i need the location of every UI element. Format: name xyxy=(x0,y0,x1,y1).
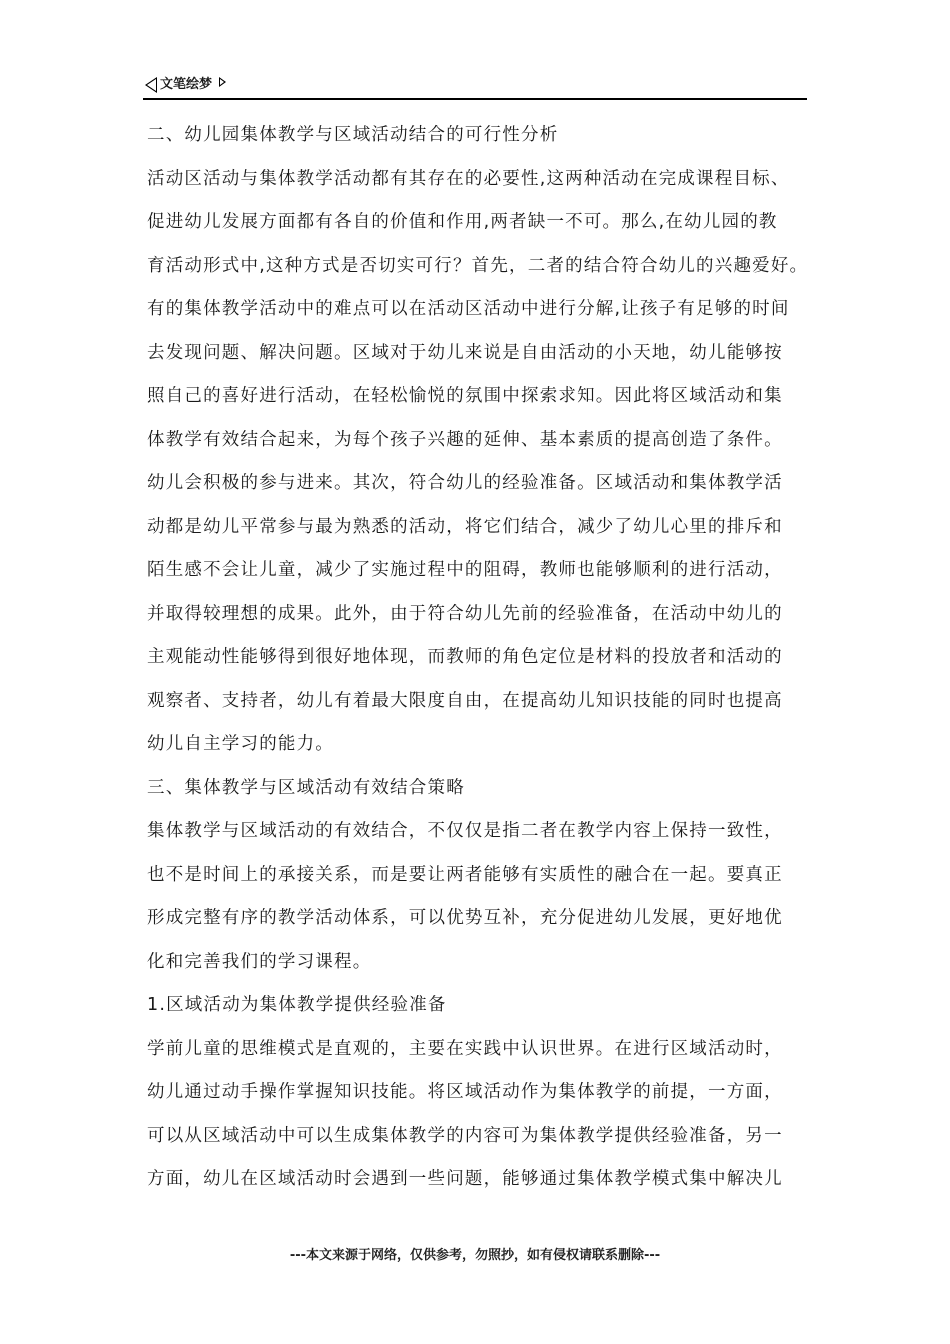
text-line: 可以从区域活动中可以生成集体教学的内容可为集体教学提供经验准备，另一 xyxy=(147,1125,783,1146)
text-line: 促进幼儿发展方面都有各自的价值和作用,两者缺一不可。那么,在幼儿园的教 xyxy=(147,212,778,232)
text-line: 学前儿童的思维模式是直观的，主要在实践中认识世界。在进行区域活动时， xyxy=(147,1038,783,1059)
text-line: 观察者、支持者，幼儿有着最大限度自由，在提高幼儿知识技能的同时也提高 xyxy=(147,690,783,711)
triangle-left-icon xyxy=(145,77,157,93)
triangle-right-icon xyxy=(219,77,226,87)
brand xyxy=(145,76,226,94)
footer-disclaimer: ---本文来源于网络，仅供参考，勿照抄，如有侵权请联系删除--- xyxy=(289,1248,661,1263)
text-line: 幼儿会积极的参与进来。其次，符合幼儿的经验准备。区域活动和集体教学活 xyxy=(147,473,783,493)
text-line: 并取得较理想的成果。此外，由于符合幼儿先前的经验准备，在活动中幼儿的 xyxy=(147,603,783,624)
text-line: 形成完整有序的教学活动体系，可以优势互补，充分促进幼儿发展，更好地优 xyxy=(147,908,783,928)
page-header xyxy=(143,74,807,100)
text-line: 幼儿通过动手操作掌握知识技能。将区域活动作为集体教学的前提，一方面， xyxy=(147,1082,783,1102)
text-line: 幼儿自主学习的能力。 xyxy=(147,734,334,754)
text-line: 育活动形式中,这种方式是否切实可行？首先，二者的结合符合幼儿的兴趣爱好。 xyxy=(147,255,809,276)
subsection-heading: 1.区域活动为集体教学提供经验准备 xyxy=(147,995,447,1015)
section-heading: 三、集体教学与区域活动有效结合策略 xyxy=(147,777,465,798)
text-line: 有的集体教学活动中的难点可以在活动区活动中进行分解,让孩子有足够的时间 xyxy=(147,299,790,319)
text-line: 活动区活动与集体教学活动都有其存在的必要性,这两种活动在完成课程目标、 xyxy=(147,168,790,189)
text-line: 主观能动性能够得到很好地体现，而教师的角色定位是材料的投放者和活动的 xyxy=(147,647,783,667)
text-line: 体教学有效结合起来，为每个孩子兴趣的延伸、基本素质的提高创造了条件。 xyxy=(147,429,783,450)
brand-name: 文笔绘梦 xyxy=(160,77,213,92)
text-line: 集体教学与区域活动的有效结合，不仅仅是指二者在教学内容上保持一致性， xyxy=(147,821,783,841)
text-line: 化和完善我们的学习课程。 xyxy=(147,951,372,972)
text-line: 也不是时间上的承接关系，而是要让两者能够有实质性的融合在一起。要真正 xyxy=(147,864,783,885)
text-line: 方面，幼儿在区域活动时会遇到一些问题，能够通过集体教学模式集中解决儿 xyxy=(147,1169,783,1189)
section-heading: 二、幼儿园集体教学与区域活动结合的可行性分析 xyxy=(147,125,559,145)
text-line: 陌生感不会让儿童，减少了实施过程中的阻碍，教师也能够顺利的进行活动， xyxy=(147,560,783,580)
text-line: 照自己的喜好进行活动，在轻松愉悦的氛围中探索求知。因此将区域活动和集 xyxy=(147,386,783,406)
text-line: 动都是幼儿平常参与最为熟悉的活动，将它们结合，减少了幼儿心里的排斥和 xyxy=(147,516,783,537)
text-line: 去发现问题、解决问题。区域对于幼儿来说是自由活动的小天地，幼儿能够按 xyxy=(147,342,783,363)
document-body xyxy=(147,114,847,1202)
